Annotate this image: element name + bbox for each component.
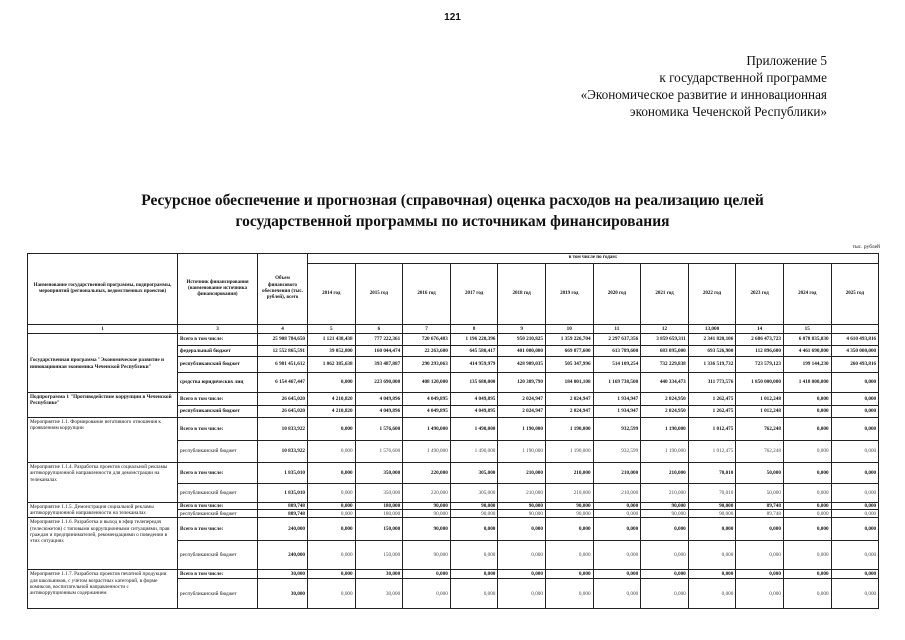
value-cell: 1 490,000 — [450, 441, 498, 463]
header-year: 2024 год — [783, 264, 831, 325]
value-cell: 50,000 — [736, 463, 784, 484]
value-cell: 0,000 — [450, 579, 498, 609]
value-cell: 6 981 451,612 — [258, 357, 308, 373]
appendix-line: «Экономическое развитие и инновационная — [580, 87, 827, 102]
value-cell: 4 049,896 — [355, 393, 403, 406]
header-year: 2021 год — [641, 264, 689, 325]
value-cell: 30,000 — [355, 570, 403, 579]
value-cell: 1 012,475 — [688, 418, 736, 441]
program-name-cell: Мероприятие 1.1. Формирование негативного отношения к проявлениям коррупции — [28, 418, 178, 463]
value-cell: 90,000 — [403, 503, 451, 510]
value-cell: 762,248 — [736, 418, 784, 441]
value-cell: 25 908 784,650 — [258, 334, 308, 346]
value-cell: 4 350 000,000 — [831, 346, 879, 357]
index-cell — [831, 325, 879, 334]
value-cell: 0,000 — [593, 570, 641, 579]
program-name-cell: Мероприятие 1.1.4. Разработка проектов социальной рекламы антикоррупционной направленности для демонстрации на телеканалах — [28, 463, 178, 503]
index-cell: 7 — [403, 325, 451, 334]
value-cell: 428 909,035 — [498, 357, 546, 373]
value-cell: 723 579,123 — [736, 357, 784, 373]
source-cell: Всего в том числе: — [178, 334, 258, 346]
value-cell: 1 012,248 — [736, 406, 784, 418]
index-cell: 9 — [498, 325, 546, 334]
value-cell: 10 833,922 — [258, 441, 308, 463]
value-cell: 0,000 — [641, 541, 689, 570]
value-cell: 0,000 — [736, 570, 784, 579]
value-cell: 0,000 — [545, 518, 593, 541]
value-cell: 0,000 — [450, 570, 498, 579]
value-cell: 0,000 — [308, 579, 356, 609]
value-cell: 1 850 000,000 — [736, 373, 784, 393]
index-cell: 13,000 — [688, 325, 736, 334]
value-cell: 809,748 — [258, 503, 308, 510]
value-cell: 0,000 — [831, 393, 879, 406]
value-cell: 693 526,900 — [688, 346, 736, 357]
value-cell: 90,000 — [498, 510, 546, 518]
value-cell: 0,000 — [308, 503, 356, 510]
title-line: государственной программы по источникам финансирования — [235, 213, 670, 230]
program-name-cell: Государственная программа "Экономическое развитие и инновационная экономика Чеченской Республики" — [28, 334, 178, 393]
table-row — [28, 334, 879, 346]
header-year: 2022 год — [688, 264, 736, 325]
header-year: 2023 год — [736, 264, 784, 325]
value-cell: 0,000 — [545, 579, 593, 609]
value-cell: 0,000 — [403, 579, 451, 609]
value-cell: 90,000 — [545, 510, 593, 518]
value-cell: 683 095,000 — [641, 346, 689, 357]
value-cell: 112 896,600 — [736, 346, 784, 357]
value-cell: 0,000 — [783, 441, 831, 463]
value-cell: 220,000 — [403, 463, 451, 484]
value-cell: 0,000 — [783, 406, 831, 418]
value-cell: 1 490,000 — [450, 418, 498, 441]
value-cell: 401 000,000 — [498, 346, 546, 357]
table-row — [28, 418, 879, 441]
value-cell: 0,000 — [641, 579, 689, 609]
value-cell: 2 024,947 — [498, 406, 546, 418]
title-line: Ресурсное обеспечение и прогнозная (справочная) оценка расходов на реализацию целей — [141, 192, 764, 209]
value-cell: 210,000 — [641, 484, 689, 503]
value-cell: 1 196 220,396 — [450, 334, 498, 346]
value-cell: 30,000 — [355, 579, 403, 609]
value-cell: 414 959,979 — [450, 357, 498, 373]
source-cell: республиканский бюджет — [178, 441, 258, 463]
value-cell: 210,000 — [498, 484, 546, 503]
value-cell: 1 490,000 — [403, 418, 451, 441]
document-title — [0, 190, 905, 232]
value-cell: 4 210,820 — [308, 406, 356, 418]
value-cell: 0,000 — [688, 579, 736, 609]
value-cell: 613 789,600 — [593, 346, 641, 357]
value-cell: 90,000 — [545, 503, 593, 510]
header-year: 2018 год — [498, 264, 546, 325]
value-cell: 90,000 — [403, 510, 451, 518]
value-cell: 1 121 438,438 — [308, 334, 356, 346]
value-cell: 0,000 — [308, 484, 356, 503]
value-cell: 240,000 — [258, 541, 308, 570]
value-cell: 22 263,600 — [403, 346, 451, 357]
value-cell: 720 676,483 — [403, 334, 451, 346]
source-cell: Всего в том числе: — [178, 463, 258, 484]
value-cell: 645 580,417 — [450, 346, 498, 357]
value-cell: 0,000 — [783, 484, 831, 503]
value-cell: 732 229,838 — [641, 357, 689, 373]
value-cell: 1 576,600 — [355, 441, 403, 463]
value-cell: 1 576,600 — [355, 418, 403, 441]
table-row — [28, 570, 879, 579]
value-cell: 26 645,020 — [258, 393, 308, 406]
value-cell: 3 859 659,311 — [641, 334, 689, 346]
value-cell: 0,000 — [308, 441, 356, 463]
value-cell: 90,000 — [450, 510, 498, 518]
value-cell: 210,000 — [593, 463, 641, 484]
value-cell: 90,000 — [403, 518, 451, 541]
value-cell: 2 341 820,106 — [688, 334, 736, 346]
value-cell: 90,000 — [498, 503, 546, 510]
value-cell: 0,000 — [545, 541, 593, 570]
value-cell: 1 062 385,638 — [308, 357, 356, 373]
value-cell: 199 144,230 — [783, 357, 831, 373]
value-cell: 1 190,000 — [545, 441, 593, 463]
value-cell: 305,000 — [450, 463, 498, 484]
value-cell: 0,000 — [831, 484, 879, 503]
table-row — [28, 518, 879, 541]
source-cell: республиканский бюджет — [178, 357, 258, 373]
value-cell: 4 049,895 — [403, 393, 451, 406]
source-cell: республиканский бюджет — [178, 579, 258, 609]
header-year: 2014 год — [308, 264, 356, 325]
value-cell: 1 169 738,500 — [593, 373, 641, 393]
value-cell: 184 001,108 — [545, 373, 593, 393]
index-cell: 15 — [783, 325, 831, 334]
value-cell: 305,000 — [450, 484, 498, 503]
value-cell: 2 297 637,356 — [593, 334, 641, 346]
value-cell: 1 336 519,732 — [688, 357, 736, 373]
value-cell: 0,000 — [783, 503, 831, 510]
value-cell: 950 210,825 — [498, 334, 546, 346]
value-cell: 393 487,887 — [355, 357, 403, 373]
value-cell: 0,000 — [308, 510, 356, 518]
value-cell: 809,748 — [258, 510, 308, 518]
value-cell: 4 049,895 — [403, 406, 451, 418]
value-cell: 1 012,475 — [688, 441, 736, 463]
value-cell: 26 645,020 — [258, 406, 308, 418]
value-cell: 777 222,361 — [355, 334, 403, 346]
value-cell: 90,000 — [450, 503, 498, 510]
header-row — [28, 254, 879, 264]
value-cell: 1 418 000,000 — [783, 373, 831, 393]
value-cell: 6 078 835,030 — [783, 334, 831, 346]
funding-table — [27, 253, 879, 609]
appendix-header — [581, 52, 827, 120]
value-cell: 2 024,947 — [545, 406, 593, 418]
value-cell: 1 190,000 — [498, 418, 546, 441]
value-cell: 210,000 — [545, 484, 593, 503]
source-cell: республиканский бюджет — [178, 541, 258, 570]
value-cell: 2 024,947 — [498, 393, 546, 406]
value-cell: 2 686 473,723 — [736, 334, 784, 346]
value-cell: 0,000 — [450, 541, 498, 570]
appendix-line: Приложение 5 — [746, 53, 827, 68]
value-cell: 1 262,475 — [688, 393, 736, 406]
source-cell: Всего в том числе: — [178, 503, 258, 510]
value-cell: 0,000 — [831, 541, 879, 570]
value-cell: 1 190,000 — [641, 418, 689, 441]
value-cell: 0,000 — [593, 510, 641, 518]
source-cell: республиканский бюджет — [178, 484, 258, 503]
value-cell: 0,000 — [831, 406, 879, 418]
value-cell: 6 154 467,447 — [258, 373, 308, 393]
value-cell: 4 610 493,816 — [831, 334, 879, 346]
index-cell: 11 — [593, 325, 641, 334]
value-cell: 1 190,000 — [641, 441, 689, 463]
value-cell: 0,000 — [308, 570, 356, 579]
value-cell: 0,000 — [641, 518, 689, 541]
value-cell: 932,599 — [593, 441, 641, 463]
value-cell: 0,000 — [641, 570, 689, 579]
value-cell: 0,000 — [736, 541, 784, 570]
value-cell: 0,000 — [783, 579, 831, 609]
value-cell: 4 461 690,800 — [783, 346, 831, 357]
value-cell: 762,248 — [736, 441, 784, 463]
index-cell: 3 — [178, 325, 258, 334]
value-cell: 1 835,010 — [258, 484, 308, 503]
value-cell: 4 049,895 — [450, 393, 498, 406]
value-cell: 260 493,816 — [831, 357, 879, 373]
value-cell: 10 833,922 — [258, 418, 308, 441]
value-cell: 0,000 — [593, 518, 641, 541]
value-cell: 220,000 — [403, 484, 451, 503]
value-cell: 180,000 — [355, 510, 403, 518]
value-cell: 311 773,576 — [688, 373, 736, 393]
value-cell: 0,000 — [308, 373, 356, 393]
value-cell: 150,000 — [355, 518, 403, 541]
value-cell: 90,000 — [688, 503, 736, 510]
value-cell: 150,000 — [355, 541, 403, 570]
appendix-line: к государственной программе — [659, 70, 827, 85]
program-name-cell: Мероприятие 1.1.7. Разработка проектов печатной продукции для школьников, с учетом возрастных категорий, в форме комиксов, воспитательной направленности с антикоррупционным содержанием — [28, 570, 178, 609]
header-year: 2016 год — [403, 264, 451, 325]
value-cell: 514 109,254 — [593, 357, 641, 373]
source-cell: федеральный бюджет — [178, 346, 258, 357]
header-name: Наименование государственной программы, подпрограммы, мероприятий (региональных, ведомственных проектов) — [28, 254, 178, 325]
source-cell: Всего в том числе: — [178, 518, 258, 541]
value-cell: 50,000 — [736, 484, 784, 503]
source-cell: республиканский бюджет — [178, 510, 258, 518]
header-year: 2015 год — [355, 264, 403, 325]
value-cell: 89,748 — [736, 503, 784, 510]
value-cell: 0,000 — [498, 541, 546, 570]
value-cell: 0,000 — [831, 510, 879, 518]
value-cell: 0,000 — [450, 518, 498, 541]
value-cell: 440 334,473 — [641, 373, 689, 393]
header-year: 2025 год — [831, 264, 879, 325]
value-cell: 0,000 — [688, 518, 736, 541]
program-name-cell: Мероприятие 1.1.5. Демонстрация социальной рекламы антикоррупционной направленности на телеканалах — [28, 503, 178, 518]
value-cell: 0,000 — [783, 393, 831, 406]
index-cell: 12 — [641, 325, 689, 334]
value-cell: 0,000 — [498, 518, 546, 541]
value-cell: 0,000 — [736, 518, 784, 541]
value-cell: 39 052,800 — [308, 346, 356, 357]
value-cell: 0,000 — [831, 373, 879, 393]
value-cell: 2 024,950 — [641, 393, 689, 406]
value-cell: 1 359 226,704 — [545, 334, 593, 346]
value-cell: 350,000 — [355, 463, 403, 484]
value-cell: 290 293,063 — [403, 357, 451, 373]
index-cell: 10 — [545, 325, 593, 334]
value-cell: 0,000 — [831, 503, 879, 510]
value-cell: 1 190,000 — [545, 418, 593, 441]
value-cell: 1 490,000 — [403, 441, 451, 463]
index-cell: 4 — [258, 325, 308, 334]
index-cell: 8 — [450, 325, 498, 334]
program-name-cell: Подпрограмма 1 "Противодействие коррупции в Чеченской Республике" — [28, 393, 178, 418]
value-cell: 0,000 — [831, 570, 879, 579]
value-cell: 0,000 — [783, 510, 831, 518]
index-cell: 5 — [308, 325, 356, 334]
value-cell: 932,599 — [593, 418, 641, 441]
header-source: Источник финансирования (наименование источника финансирования) — [178, 254, 258, 325]
source-cell: Всего в том числе: — [178, 570, 258, 579]
value-cell: 0,000 — [498, 570, 546, 579]
source-cell: Всего в том числе: — [178, 393, 258, 406]
header-year: 2019 год — [545, 264, 593, 325]
value-cell: 0,000 — [831, 579, 879, 609]
value-cell: 180,000 — [355, 503, 403, 510]
index-row — [28, 325, 879, 334]
value-cell: 120 309,790 — [498, 373, 546, 393]
value-cell: 0,000 — [831, 441, 879, 463]
value-cell: 0,000 — [736, 579, 784, 609]
header-by-year: в том числе по годам: — [308, 254, 879, 264]
value-cell: 0,000 — [783, 463, 831, 484]
value-cell: 223 690,000 — [355, 373, 403, 393]
value-cell: 12 552 865,591 — [258, 346, 308, 357]
value-cell: 0,000 — [593, 579, 641, 609]
value-cell: 0,000 — [593, 541, 641, 570]
index-cell: 1 — [28, 325, 178, 334]
value-cell: 90,000 — [641, 510, 689, 518]
value-cell: 1 934,947 — [593, 393, 641, 406]
table-row — [28, 393, 879, 406]
value-cell: 0,000 — [783, 541, 831, 570]
program-name-cell: Мероприятие 1.1.6. Разработка и выход в эфир телепередач (телесюжетов) с типовыми коррупционными ситуациями, прав граждан и предпринимателей, рекомендациями о поведении в этих ситуациях — [28, 518, 178, 570]
value-cell: 505 347,996 — [545, 357, 593, 373]
value-cell: 669 877,600 — [545, 346, 593, 357]
value-cell: 135 680,000 — [450, 373, 498, 393]
value-cell: 1 835,010 — [258, 463, 308, 484]
value-cell: 0,000 — [308, 418, 356, 441]
value-cell: 0,000 — [831, 418, 879, 441]
value-cell: 70,010 — [688, 484, 736, 503]
header-total: Объем финансового обеспечения (тыс. рублей), всего — [258, 254, 308, 325]
value-cell: 1 012,248 — [736, 393, 784, 406]
value-cell: 0,000 — [831, 518, 879, 541]
value-cell: 2 024,950 — [641, 406, 689, 418]
value-cell: 0,000 — [783, 570, 831, 579]
value-cell: 4 049,896 — [355, 406, 403, 418]
source-cell: средства юридических лиц — [178, 373, 258, 393]
value-cell: 210,000 — [498, 463, 546, 484]
value-cell: 90,000 — [641, 503, 689, 510]
table-body — [28, 325, 879, 609]
value-cell: 90,000 — [688, 510, 736, 518]
value-cell: 30,000 — [258, 579, 308, 609]
value-cell: 70,010 — [688, 463, 736, 484]
table-row — [28, 503, 879, 510]
value-cell: 0,000 — [831, 463, 879, 484]
value-cell: 210,000 — [545, 463, 593, 484]
value-cell: 0,000 — [308, 541, 356, 570]
value-cell: 0,000 — [403, 570, 451, 579]
value-cell: 350,000 — [355, 484, 403, 503]
value-cell: 90,000 — [403, 541, 451, 570]
value-cell: 0,000 — [545, 570, 593, 579]
value-cell: 0,000 — [688, 541, 736, 570]
value-cell: 408 120,000 — [403, 373, 451, 393]
value-cell: 0,000 — [498, 579, 546, 609]
value-cell: 210,000 — [593, 484, 641, 503]
value-cell: 1 190,000 — [498, 441, 546, 463]
value-cell: 1 934,947 — [593, 406, 641, 418]
value-cell: 240,000 — [258, 518, 308, 541]
index-cell: 14 — [736, 325, 784, 334]
table-row — [28, 463, 879, 484]
value-cell: 0,000 — [308, 463, 356, 484]
value-cell: 0,000 — [308, 518, 356, 541]
header-year: 2020 год — [593, 264, 641, 325]
value-cell: 1 262,475 — [688, 406, 736, 418]
appendix-line: экономика Чеченской Республики» — [629, 104, 827, 119]
value-cell: 0,000 — [783, 418, 831, 441]
value-cell: 4 210,820 — [308, 393, 356, 406]
value-cell: 160 044,474 — [355, 346, 403, 357]
value-cell: 4 049,895 — [450, 406, 498, 418]
value-cell: 0,000 — [593, 503, 641, 510]
value-cell: 89,748 — [736, 510, 784, 518]
units-label: тыс. рублей — [852, 244, 880, 250]
value-cell: 0,000 — [783, 518, 831, 541]
index-cell: 6 — [355, 325, 403, 334]
value-cell: 30,000 — [258, 570, 308, 579]
value-cell: 210,000 — [641, 463, 689, 484]
source-cell: республиканский бюджет — [178, 406, 258, 418]
header-year: 2017 год — [450, 264, 498, 325]
page-number: 121 — [444, 12, 461, 23]
value-cell: 0,000 — [688, 570, 736, 579]
value-cell: 2 024,947 — [545, 393, 593, 406]
source-cell: Всего в том числе: — [178, 418, 258, 441]
